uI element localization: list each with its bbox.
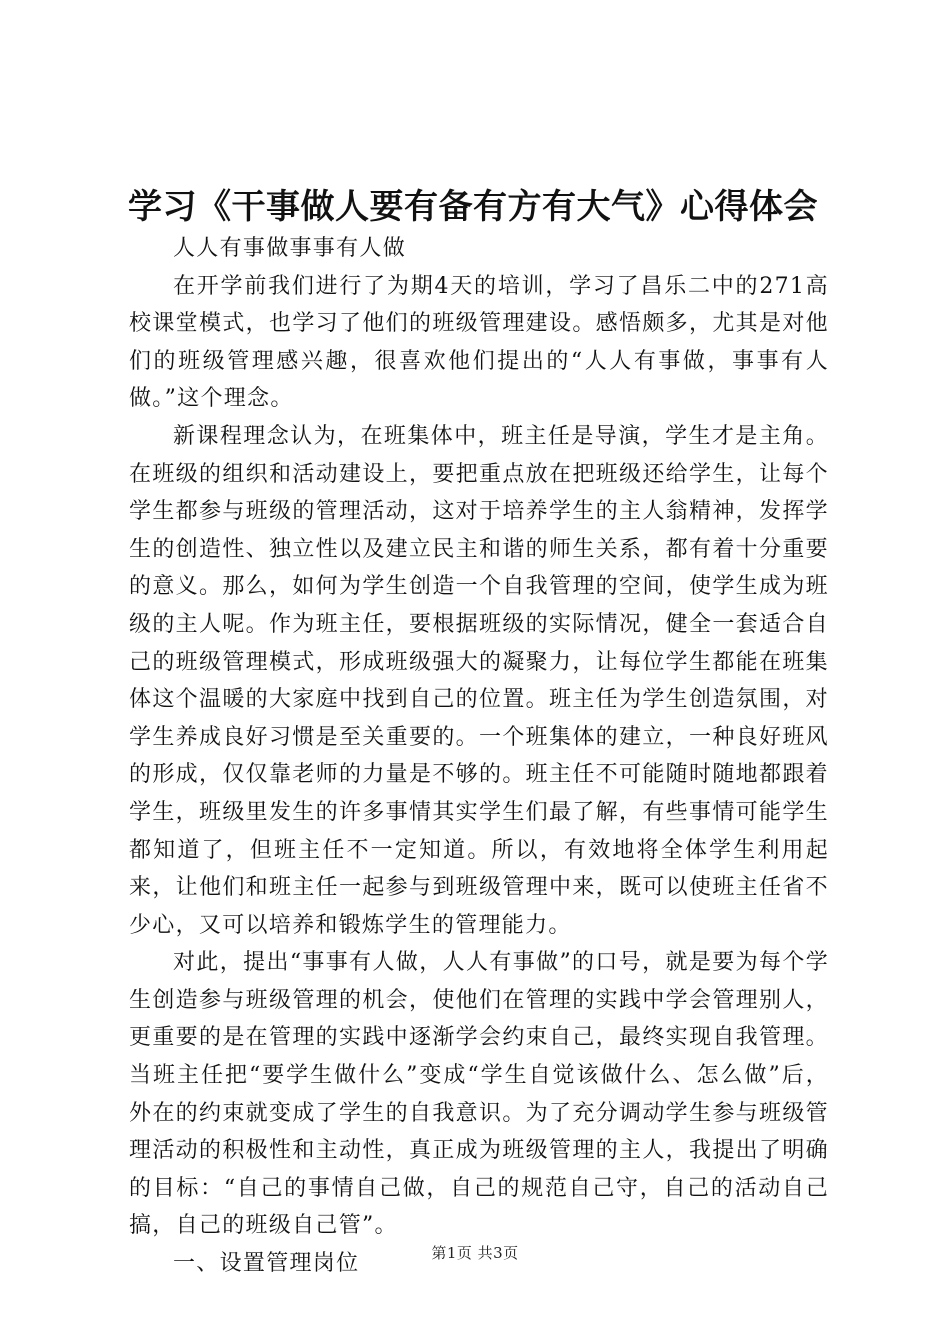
section-heading: 一、设置管理岗位	[173, 1251, 360, 1277]
paragraph: 对此，提出“事事有人做，人人有事做”的口号，就是要为每个学生创造参与班级管理的机会，使他们在管理的实践中学会管理别人，更重要的是在管理的实践中逐渐学会约束自己，最终实现自我管理。当班主任把“要学生做什么”变成“学生自觉该做什么、怎么做”后，外在的约束就变成了学生的自我意识。为了充分调动学生参与班级管理活动的积极性和主动性，真正成为班级管理的主人，我提出了明确的目标：“自己的事情自己做，自己的规范自己守，自己的活动自己搞，自己的班级自己管”。	[129, 950, 829, 1239]
document-title: 学习《干事做人要有备有方有大气》心得体会	[128, 187, 818, 227]
paragraph: 在开学前我们进行了为期4天的培训，学习了昌乐二中的271高校课堂模式，也学习了他们的班级管理建设。感悟颇多，尤其是对他们的班级管理感兴趣，很喜欢他们提出的“人人有事做，事事有人做。”这个理念。	[129, 273, 829, 412]
document-body	[129, 230, 829, 1283]
page-footer: 第1页 共3页	[431, 1244, 519, 1262]
paragraph-subtitle: 人人有事做事事有人做	[173, 236, 407, 261]
paragraph: 新课程理念认为，在班集体中，班主任是导演，学生才是主角。在班级的组织和活动建设上，要把重点放在把班级还给学生，让每个学生都参与班级的管理活动，这对于培养学生的主人翁精神，发挥学生的创造性、独立性以及建立民主和谐的师生关系，都有着十分重要的意义。那么，如何为学生创造一个自我管理的空间，使学生成为班级的主人呢。作为班主任，要根据班级的实际情况，健全一套适合自己的班级管理模式，形成班级强大的凝聚力，让每位学生都能在班集体这个温暖的大家庭中找到自己的位置。班主任为学生创造氛围，对学生养成良好习惯是至关重要的。一个班集体的建立，一种良好班风的形成，仅仅靠老师的力量是不够的。班主任不可能随时随地都跟着学生，班级里发生的许多事情其实学生们最了解，有些事情可能学生都知道了，但班主任不一定知道。所以，有效地将全体学生利用起来，让他们和班主任一起参与到班级管理中来，既可以使班主任省不少心，又可以培养和锻炼学生的管理能力。	[129, 423, 829, 938]
